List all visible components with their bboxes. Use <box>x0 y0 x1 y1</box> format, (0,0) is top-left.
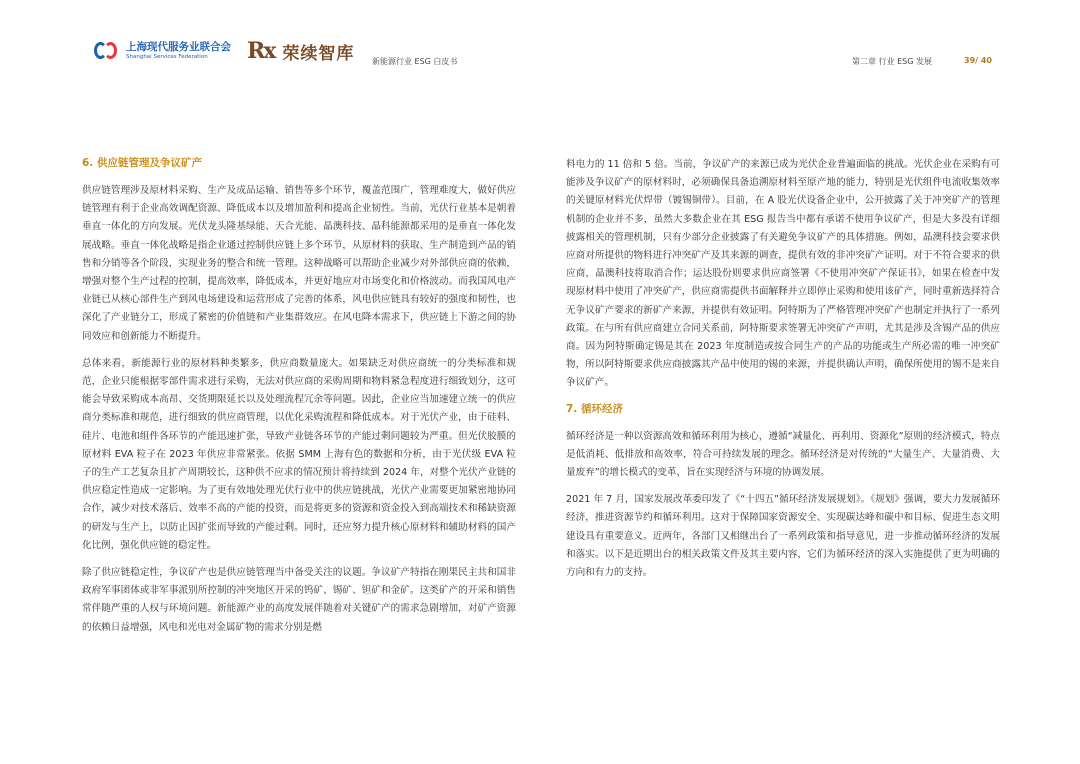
ssf-logo-name-cn: 上海现代服务业联合会 <box>126 41 231 53</box>
paragraph: 除了供应链稳定性，争议矿产也是供应链管理当中备受关注的议题。争议矿产特指在刚果民主共和国非政府军事团体或非军事派别所控制的冲突地区开采的钨矿、锡矿、钽矿和金矿。这类矿产的开采和销售常伴随严重的人权与环境问题。新能源产业的高度发展伴随着对关键矿产的需求急剧增加，对矿产资源的依赖日益增强，风电和光电对金属矿物的需求分别是燃 <box>82 567 516 633</box>
rongxu-logo-icon: Rx <box>247 38 275 64</box>
paragraph: 2021 年 7 月，国家发展改革委印发了《“十四五”循环经济发展规划》。《规划》强调，要大力发展循环经济，推进资源节约和循环利用。这对于保障国家资源安全、实现碳达峰和碳中和目标、促进生态文明建设具有重要意义。近两年，各部门又相继出台了一系列政策和指导意见，进一步推动循环经济的发展和落实。以下是近期出台的相关政策文件及其主要内容，它们为循环经济的深入实施提供了更为明确的方向和有力的支持。 <box>566 494 1000 579</box>
section-title-supply-chain: 6. 供应链管理及争议矿产 <box>82 157 202 169</box>
ssf-logo-icon <box>94 40 120 62</box>
ssf-logo-name-en: Shanghai Services Federation <box>126 53 208 60</box>
rongxu-logo <box>247 38 354 64</box>
page-number: 39/ 40 <box>964 56 992 65</box>
paragraph: 供应链管理涉及原材料采购、生产及成品运输、销售等多个环节，覆盖范围广，管理难度大，做好供应链管理有利于企业高效调配资源、降低成本以及增加盈利和提高企业韧性。当前，光伏行业基本是朝着垂直一体化的方向发展。光伏龙头隆基绿能、天合光能、晶澳科技、晶科能源都采用的是垂直一体化发展战略。垂直一体化战略是指企业通过控制供应链上多个环节，从原材料的获取、生产制造到产品的销售和分销等各个阶段，实现业务的整合和统一管理。这种战略可以帮助企业减少对外部供应商的依赖，增强对整个生产过程的控制，提高效率，降低成本，并更好地应对市场变化和价格波动。而我国风电产业链已从核心部件生产到风电场建设和运营形成了完善的体系，风电供应链具有较好的强度和韧性，也深化了产业链分工，形成了紧密的价值链和产业集群效应。在风电降本需求下，供应链上下游之间的协同效应和创新能力不断提升。 <box>82 185 516 342</box>
rongxu-logo-name: 荣续智库 <box>282 43 355 64</box>
section-title-circular-economy: 7. 循环经济 <box>566 402 623 415</box>
right-column <box>566 156 1000 591</box>
page-header <box>0 0 1080 80</box>
ssf-logo <box>94 40 231 62</box>
paragraph: 循环经济是一种以资源高效和循环利用为核心，遵循“减量化、再利用、资源化”原则的经济模式，特点是低消耗、低排放和高效率，符合可持续发展的理念。循环经济是对传统的“大量生产、大量消费、大量废弃”的增长模式的变革，旨在实现经济与环境的协调发展。 <box>566 430 1000 479</box>
paragraph: 总体来看，新能源行业的原材料种类繁多，供应商数量庞大。如果缺乏对供应商统一的分类标准和规范，企业只能根据零部件需求进行采购，无法对供应商的采购周期和物料紧急程度进行细致划分，这可能会导致采购成本高昂、交货期限延长以及处理流程冗余等问题。因此，企业应当加速建立统一的供应商分类标准和规范，进行细致的供应商管理，以优化采购流程和降低成本。对于光伏产业，由于硅料、硅片、电池和组件各环节的产能迅速扩张，导致产业链各环节的产能过剩问题较为严重。但光伏胶膜的原材料 EVA 粒子在 2023 年供应非常紧张。依据 SMM 上海有色的数据和分析，由于光伏级 EVA 粒子的生产工艺复杂且扩产周期较长，这种供不应求的情况预计将持续到 2024 年，对整个光伏产业链的供应稳定性造成一定影响。为了更有效地处理光伏行业中的供应链挑战，光伏产业需要更加紧密地协同合作，减少对技术落后、效率不高的产能的投资，而是将更多的资源和资金投入到高端技术和稀缺资源的研发与生产上，以防止因扩张而导致的产能过剩。同时，还应努力提升核心原材料和辅助材料的国产化比例，强化供应链的稳定性。 <box>82 357 516 551</box>
chapter-title: 第二章 行业 ESG 发展 <box>852 57 932 66</box>
paragraph: 料电力的 11 倍和 5 倍。当前，争议矿产的来源已成为光伏企业普遍面临的挑战。光伏企业在采购有可能涉及争议矿产的原材料时，必须确保具备追溯原材料至原产地的能力，特别是光伏组件电流收集效率的关键原材料光伏焊带（镀锡铜带）。目前，在 A 股光伏设备企业中，公开披露了关于冲突矿产的管理机制的企业并不多，虽然大多数企业在其 ESG 报告当中都有承诺不使用争议矿产，但是大多没有详细披露相关的管理机制，只有少部分企业披露了有关避免争议矿产的具体措施。例如，晶澳科技会要求供应商对所提供的物料进行冲突矿产及其来源的调查，提供有效的非冲突矿产证明。对于不符合要求的供应商，晶澳科技将取消合作；运达股份则要求供应商签署《不使用冲突矿产保证书》，如果在检查中发现原材料中使用了冲突矿产，供应商需提供书面解释并立即停止采购和使用该矿产，同时重新选择符合无争议矿产要求的新矿产来源，并提供有效证明。阿特斯为了严格管理冲突矿产也制定并执行了一系列政策。在与所有供应商建立合同关系前，阿特斯要求签署无冲突矿产声明，尤其是涉及含锡产品的供应商。因为阿特斯确定锡是其在 2023 年度制造或按合同生产的产品的功能或生产所必需的唯一冲突矿物，所以阿特斯要求供应商披露其产品中使用的锡的来源，并提供确认声明，确保所使用的锡不是来自争议矿产。 <box>566 159 1000 389</box>
left-column <box>82 156 516 646</box>
document-title: 新能源行业 ESG 白皮书 <box>372 57 458 66</box>
